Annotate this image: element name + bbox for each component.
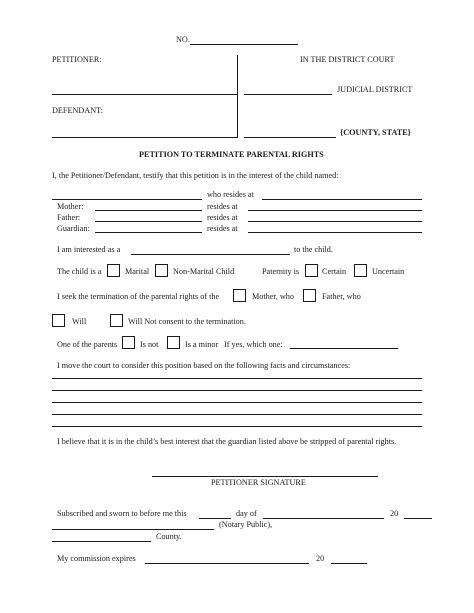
commission-year-prefix: 20 xyxy=(316,554,325,563)
who-resides-at-label: who resides at xyxy=(207,190,254,199)
commission-date-field[interactable] xyxy=(145,563,309,564)
case-number-field[interactable] xyxy=(190,44,298,45)
county-state-field[interactable] xyxy=(244,137,336,138)
no-label: NO. xyxy=(176,35,190,44)
father-resides-at-label: resides at xyxy=(207,213,238,222)
county-field[interactable] xyxy=(52,541,151,542)
paternity-label: Paternity is xyxy=(262,267,300,276)
is-minor-checkbox[interactable] xyxy=(167,336,180,349)
county-state-label: {COUNTY, STATE} xyxy=(340,128,411,137)
will-not-label: Will Not consent to the termination. xyxy=(128,317,246,326)
mother-checkbox[interactable] xyxy=(233,289,246,302)
child-address-field[interactable] xyxy=(262,199,422,200)
court-label: IN THE DISTRICT COURT xyxy=(300,55,395,64)
defendant-label: DEFENDANT: xyxy=(52,106,103,115)
facts-line[interactable] xyxy=(52,426,422,427)
uncertain-label: Uncertain xyxy=(372,267,405,276)
guardian-name-field[interactable] xyxy=(95,232,202,233)
termination-prefix: I seek the termination of the parental rights of the xyxy=(57,292,220,301)
facts-line[interactable] xyxy=(52,378,422,379)
petitioner-label: PETITIONER: xyxy=(52,55,102,64)
commission-label: My commission expires xyxy=(57,554,136,563)
petitioner-signature-field[interactable] xyxy=(152,476,378,477)
certain-checkbox[interactable] xyxy=(305,264,318,277)
father-who-label: Father, who xyxy=(322,292,361,301)
parents-prefix: One of the parents xyxy=(57,340,118,349)
father-address-field[interactable] xyxy=(248,221,422,222)
interest-role-field[interactable] xyxy=(131,254,290,255)
mother-label: Mother: xyxy=(57,202,84,211)
day-of-label: day of xyxy=(236,509,257,518)
child-status-prefix: The child is a xyxy=(57,267,102,276)
non-marital-label: Non-Marital Child xyxy=(173,267,235,276)
signature-label: PETITIONER SIGNATURE xyxy=(211,478,306,487)
year-field[interactable] xyxy=(404,518,432,519)
child-name-field[interactable] xyxy=(52,199,202,200)
uncertain-checkbox[interactable] xyxy=(354,264,367,277)
if-yes-label: If yes, which one: xyxy=(224,340,283,349)
facts-prompt: I move the court to consider this position based on the following facts and circumstances: xyxy=(57,361,351,370)
notary-public-field[interactable] xyxy=(52,529,214,530)
father-checkbox[interactable] xyxy=(303,289,316,302)
subscribed-text: Subscribed and sworn to before me this xyxy=(57,509,187,518)
mother-name-field[interactable] xyxy=(95,210,202,211)
interest-suffix: to the child. xyxy=(294,245,333,254)
year-prefix: 20 xyxy=(390,509,399,518)
certain-label: Certain xyxy=(322,267,347,276)
mother-resides-at-label: resides at xyxy=(207,202,238,211)
intro-text: I, the Petitioner/Defendant, testify that this petition is in the interest of the child named: xyxy=(52,171,339,180)
notary-public-label: (Notary Public), xyxy=(219,520,273,529)
non-marital-checkbox[interactable] xyxy=(155,264,168,277)
marital-label: Marital xyxy=(125,267,150,276)
document-title: PETITION TO TERMINATE PARENTAL RIGHTS xyxy=(139,150,324,159)
judicial-district-field[interactable] xyxy=(244,94,332,95)
is-minor-label: Is a minor xyxy=(185,340,219,349)
month-field[interactable] xyxy=(263,518,384,519)
interest-prefix: I am interested as a xyxy=(57,245,121,254)
guardian-resides-at-label: resides at xyxy=(207,224,238,233)
is-not-label: Is not xyxy=(140,340,159,349)
facts-line[interactable] xyxy=(52,390,422,391)
county-label: County. xyxy=(156,532,182,541)
judicial-district-label: JUDICIAL DISTRICT xyxy=(337,85,413,94)
defendant-name-field[interactable] xyxy=(52,137,237,138)
guardian-address-field[interactable] xyxy=(248,232,422,233)
day-field[interactable] xyxy=(199,518,231,519)
facts-line[interactable] xyxy=(52,402,422,403)
commission-year-field[interactable] xyxy=(331,563,367,564)
father-label: Father: xyxy=(57,213,81,222)
header-divider xyxy=(237,55,238,138)
which-parent-field[interactable] xyxy=(290,348,398,349)
will-checkbox[interactable] xyxy=(52,314,65,327)
facts-line[interactable] xyxy=(52,414,422,415)
mother-who-label: Mother, who xyxy=(252,292,294,301)
father-name-field[interactable] xyxy=(95,221,202,222)
will-label: Will xyxy=(72,317,87,326)
best-interest-text: I believe that it is in the child’s best interest that the guardian listed above be stripped of parental rights. xyxy=(57,437,397,446)
guardian-label: Guardian: xyxy=(57,224,90,233)
will-not-checkbox[interactable] xyxy=(110,314,123,327)
marital-checkbox[interactable] xyxy=(107,264,120,277)
mother-address-field[interactable] xyxy=(248,210,422,211)
is-not-checkbox[interactable] xyxy=(122,336,135,349)
petitioner-name-field[interactable] xyxy=(52,94,237,95)
